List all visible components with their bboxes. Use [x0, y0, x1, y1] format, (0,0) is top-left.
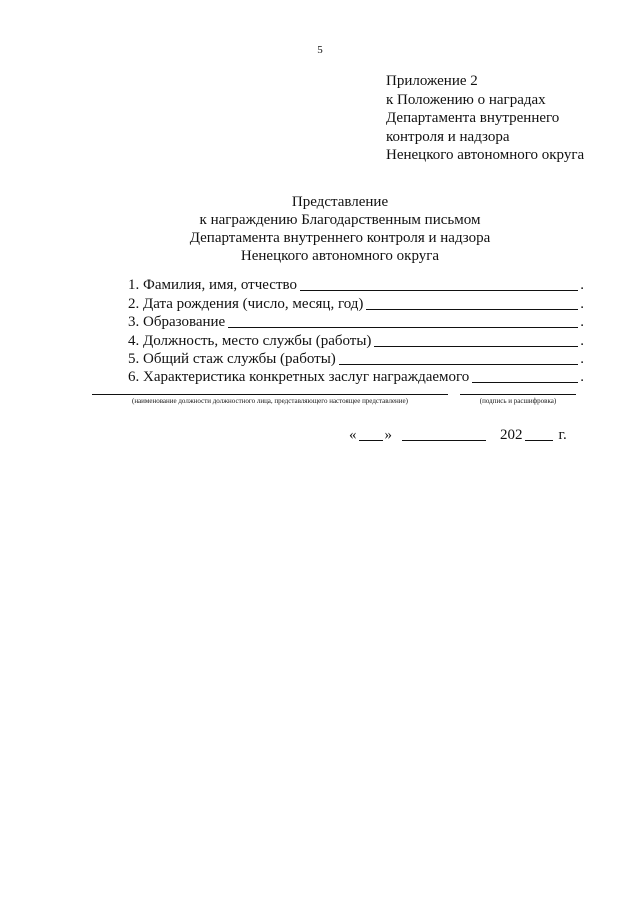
field-service-length[interactable] [128, 350, 584, 368]
appendix-line: к Положению о наградах [386, 91, 546, 108]
field-position[interactable] [128, 331, 584, 349]
field-end-mark: . [580, 277, 584, 294]
field-label: 4. Должность, место службы (работы) [128, 332, 372, 349]
field-blank-line[interactable] [366, 308, 578, 310]
appendix-line: Приложение 2 [386, 73, 478, 89]
date-month-blank[interactable] [402, 439, 486, 441]
official-position-line[interactable] [92, 394, 448, 395]
appendix-line: Ненецкого автономного округа [386, 147, 585, 163]
date-close-quote: » [384, 427, 392, 443]
field-birth-date[interactable] [128, 294, 584, 312]
title-line: Ненецкого автономного округа [240, 248, 440, 264]
field-label: 3. Образование [128, 314, 226, 331]
official-position-caption: (наименование должности должностного лица, представляющего настоящее представление) [131, 397, 408, 405]
date-year-suffix: г. [558, 427, 567, 443]
field-blank-line[interactable] [472, 381, 578, 383]
field-end-mark: . [580, 350, 584, 367]
appendix-line: Департамента внутреннего [386, 110, 560, 126]
field-label: 1. Фамилия, имя, отчество [128, 277, 297, 294]
appendix-note [386, 72, 584, 165]
field-label: 2. Дата рождения (число, месяц, год) [128, 295, 364, 312]
form-fields [128, 276, 584, 386]
appendix-line: контроля и надзора [386, 128, 510, 145]
document-title [130, 193, 550, 265]
title-line: Представление [291, 194, 389, 210]
date-year-prefix: 202 [500, 427, 523, 443]
date-year-blank[interactable] [525, 439, 553, 441]
date-day-blank[interactable] [359, 439, 383, 441]
field-blank-line[interactable] [228, 326, 578, 328]
field-blank-line[interactable] [374, 345, 578, 347]
field-blank-line[interactable] [300, 289, 578, 291]
field-end-mark: . [580, 295, 584, 312]
signature-caption: (подпись и расшифровка) [479, 397, 557, 405]
field-end-mark: . [580, 369, 584, 386]
date-row [349, 426, 567, 444]
date-open-quote: « [349, 427, 357, 443]
field-end-mark: . [580, 314, 584, 331]
title-line: к награждению Благодарственным письмом [199, 212, 481, 228]
field-blank-line[interactable] [339, 363, 578, 365]
signature-line[interactable] [460, 394, 576, 395]
field-label: 5. Общий стаж службы (работы) [128, 350, 336, 367]
field-education[interactable] [128, 313, 584, 331]
field-end-mark: . [580, 332, 584, 349]
field-label: 6. Характеристика конкретных заслуг награждаемого [128, 369, 470, 386]
page-number: 5 [317, 44, 323, 56]
field-full-name[interactable] [128, 276, 584, 294]
field-merits[interactable] [128, 368, 584, 386]
title-line: Департамента внутреннего контроля и надзора [189, 230, 491, 246]
